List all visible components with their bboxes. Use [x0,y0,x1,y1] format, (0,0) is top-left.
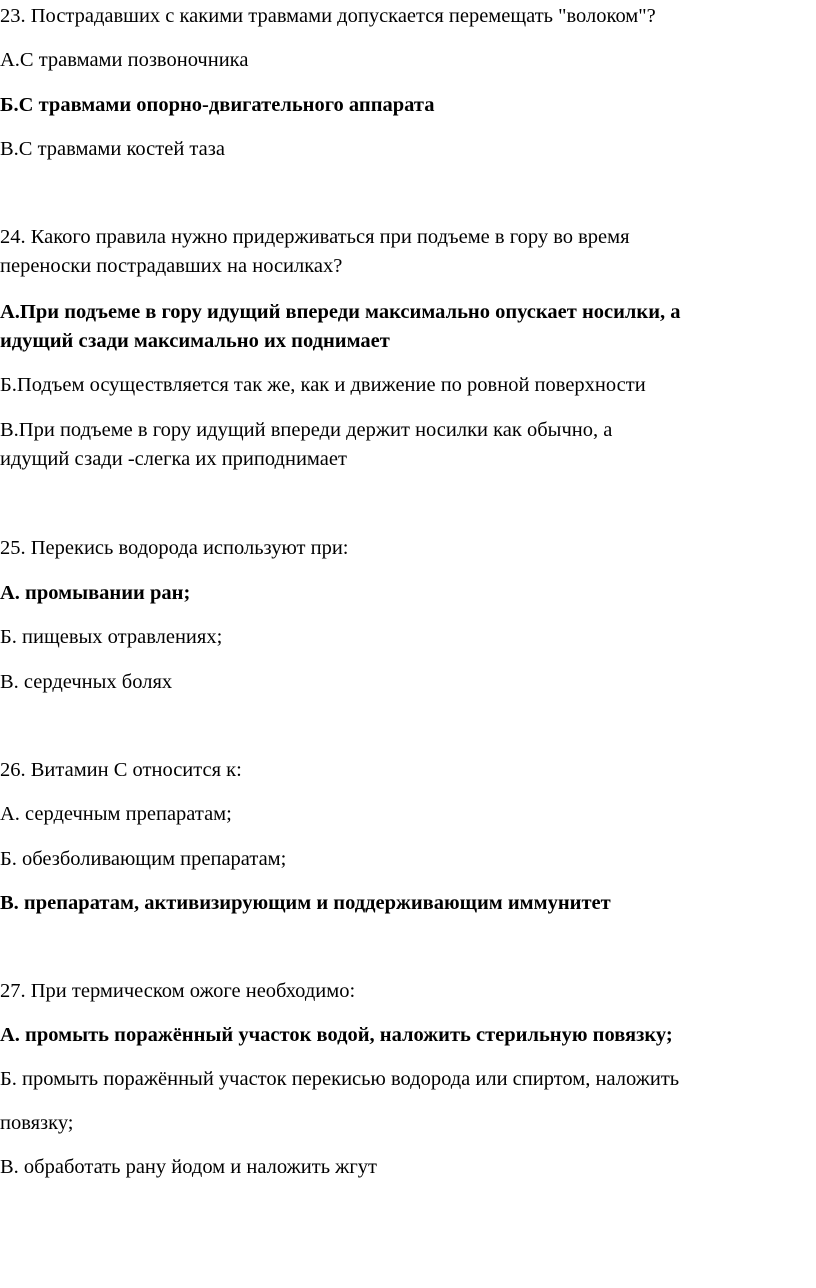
question-23-option-b: Б.С травмами опорно-двигательного аппарата [0,94,435,116]
question-26-option-c: В. препаратам, активизирующим и поддерживающим иммунитет [0,892,611,914]
question-24-option-b: Б.Подъем осуществляется так же, как и движение по ровной поверхности [0,374,646,396]
question-25-option-c: В. сердечных болях [0,671,173,693]
question-23-option-a: А.С травмами позвоночника [0,49,249,71]
question-27-text: 27. При термическом ожоге необходимо: [0,980,356,1002]
question-23-option-c: В.С травмами костей таза [0,138,225,160]
question-24-option-a-line-1: А.При подъеме в гору идущий впереди максимально опускает носилки, а [0,301,681,323]
question-27-option-b-line-2: повязку; [0,1112,74,1134]
question-25-text: 25. Перекись водорода используют при: [0,537,349,559]
question-25-option-a: А. промывании ран; [0,582,191,604]
question-24-option-c-line-2: идущий сзади -слегка их приподнимает [0,448,347,470]
question-26-option-b: Б. обезболивающим препаратам; [0,848,287,870]
question-27-option-a: А. промыть поражённый участок водой, наложить стерильную повязку; [0,1024,673,1046]
question-24-text-line-2: переноски пострадавших на носилках? [0,255,343,277]
question-24-option-a-line-2: идущий сзади максимально их поднимает [0,330,390,352]
question-27-option-b-line-1: Б. промыть поражённый участок перекисью водорода или спиртом, наложить [0,1068,680,1090]
question-27-option-c: В. обработать рану йодом и наложить жгут [0,1156,377,1178]
question-26-option-a: А. сердечным препаратам; [0,803,232,825]
question-23-text: 23. Пострадавших с какими травмами допускается перемещать "волоком"? [0,5,656,27]
question-24-text-line-1: 24. Какого правила нужно придерживаться при подъеме в гору во время [0,226,630,248]
question-25-option-b: Б. пищевых отравлениях; [0,626,223,648]
question-26-text: 26. Витамин С относится к: [0,759,242,781]
question-24-option-c-line-1: В.При подъеме в гору идущий впереди держит носилки как обычно, а [0,419,613,441]
